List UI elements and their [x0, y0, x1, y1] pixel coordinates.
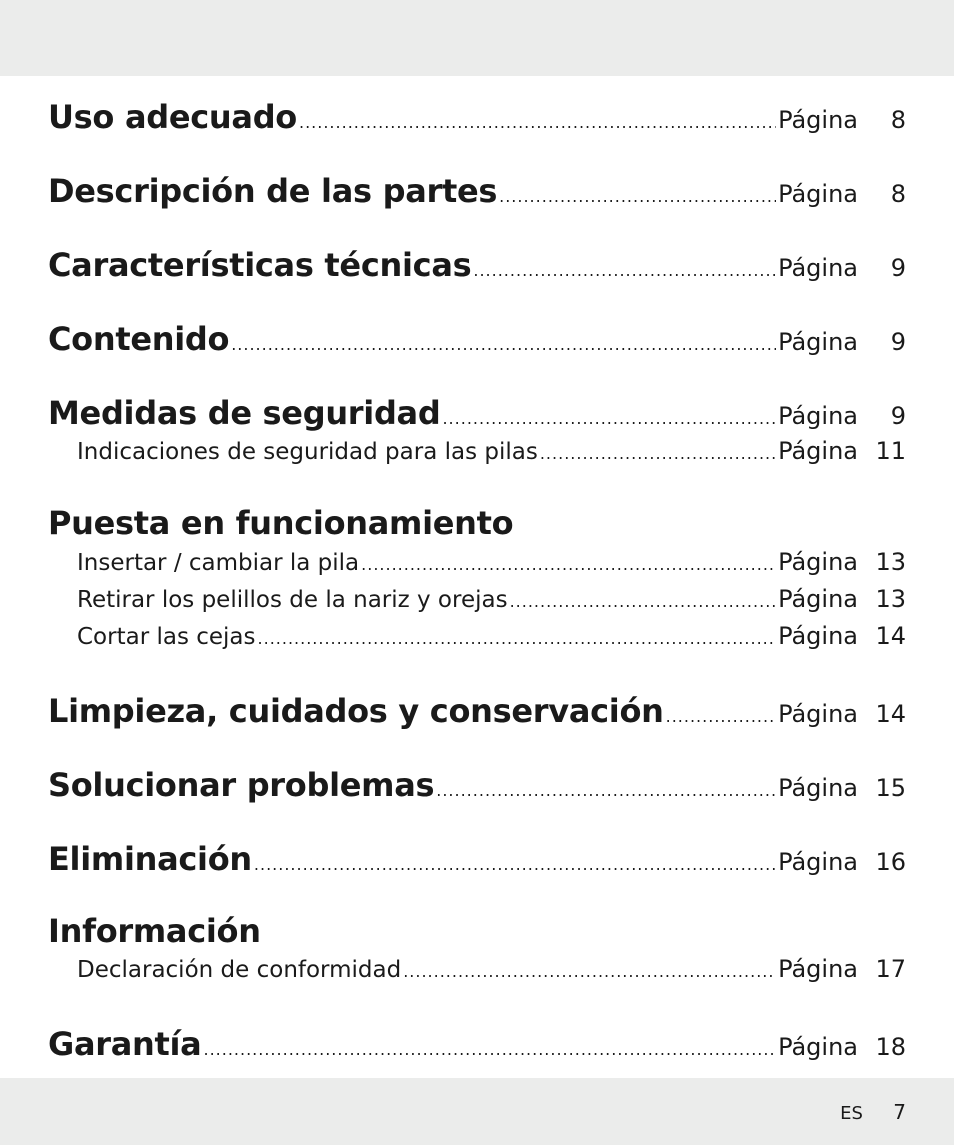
page-label: Página — [778, 180, 858, 208]
toc-entry-uso-adecuado[interactable] — [48, 98, 906, 136]
footer-page-number: 7 — [893, 1100, 906, 1124]
toc-title: Información — [48, 912, 261, 950]
toc-subentry-pilas[interactable] — [77, 437, 906, 465]
page-label: Página — [778, 402, 858, 430]
toc-subtitle: Cortar las cejas — [77, 624, 256, 650]
toc-entry-limpieza[interactable] — [48, 692, 906, 730]
page-label: Página — [778, 254, 858, 282]
page-label: Página — [778, 774, 858, 802]
language-code: ES — [840, 1103, 863, 1124]
leader-dots — [203, 1040, 776, 1059]
page-label: Página — [778, 106, 858, 134]
toc-entry-caracteristicas[interactable] — [48, 246, 906, 284]
leader-dots — [436, 781, 776, 800]
toc-subentry-declaracion[interactable] — [77, 955, 906, 983]
toc-title: Eliminación — [48, 840, 252, 878]
leader-dots — [666, 707, 776, 726]
page-label: Página — [778, 328, 858, 356]
toc-entry-contenido[interactable] — [48, 320, 906, 358]
toc-subtitle: Retirar los pelillos de la nariz y orejas — [77, 587, 508, 613]
toc-title: Uso adecuado — [48, 98, 297, 136]
toc-title: Garantía — [48, 1025, 202, 1063]
toc-subtitle: Indicaciones de seguridad para las pilas — [77, 439, 538, 465]
leader-dots — [361, 555, 776, 574]
toc-title: Descripción de las partes — [48, 172, 498, 210]
leader-dots — [299, 113, 776, 132]
leader-dots — [473, 261, 776, 280]
toc-entry-medidas[interactable] — [48, 394, 906, 432]
leader-dots — [231, 335, 776, 354]
page-number: 14 — [875, 700, 906, 728]
toc-title: Limpieza, cuidados y conservación — [48, 692, 664, 730]
toc-entry-garantia[interactable] — [48, 1025, 906, 1063]
top-band — [0, 0, 954, 76]
page-number: 8 — [890, 180, 906, 208]
toc-subentry-insertar[interactable] — [77, 548, 906, 576]
toc-entry-eliminacion[interactable] — [48, 840, 906, 878]
page-number: 18 — [875, 1033, 906, 1061]
page-number: 13 — [875, 585, 906, 613]
toc-entry-solucionar[interactable] — [48, 766, 906, 804]
page-footer — [840, 1100, 906, 1124]
toc-title: Solucionar problemas — [48, 766, 435, 804]
toc-section-informacion — [48, 912, 906, 950]
page-label: Página — [778, 437, 858, 465]
page-label: Página — [778, 700, 858, 728]
bottom-band — [0, 1078, 954, 1145]
toc-title: Medidas de seguridad — [48, 394, 441, 432]
page-label: Página — [778, 955, 858, 983]
leader-dots — [540, 444, 776, 463]
page-label: Página — [778, 1033, 858, 1061]
toc-section-puesta — [48, 504, 906, 542]
page-label: Página — [778, 548, 858, 576]
toc-subtitle: Insertar / cambiar la pila — [77, 550, 360, 576]
toc-title: Contenido — [48, 320, 230, 358]
page-label: Página — [778, 848, 858, 876]
toc-subtitle: Declaración de conformidad — [77, 957, 402, 983]
leader-dots — [254, 855, 776, 874]
page-label: Página — [778, 585, 858, 613]
page-label: Página — [778, 622, 858, 650]
toc-subentry-cortar[interactable] — [77, 622, 906, 650]
page-number: 11 — [875, 437, 906, 465]
page-number: 8 — [890, 106, 906, 134]
toc-title: Puesta en funcionamiento — [48, 504, 514, 542]
page-number: 17 — [875, 955, 906, 983]
leader-dots — [403, 962, 776, 981]
page-number: 15 — [875, 774, 906, 802]
page-number: 9 — [890, 254, 906, 282]
page-number: 13 — [875, 548, 906, 576]
page-number: 14 — [875, 622, 906, 650]
leader-dots — [510, 592, 777, 611]
page-number: 9 — [890, 328, 906, 356]
page-number: 16 — [875, 848, 906, 876]
leader-dots — [442, 409, 776, 428]
toc-entry-descripcion[interactable] — [48, 172, 906, 210]
leader-dots — [258, 629, 777, 648]
leader-dots — [499, 187, 776, 206]
toc-subentry-retirar[interactable] — [77, 585, 906, 613]
page-number: 9 — [890, 402, 906, 430]
toc-title: Características técnicas — [48, 246, 472, 284]
